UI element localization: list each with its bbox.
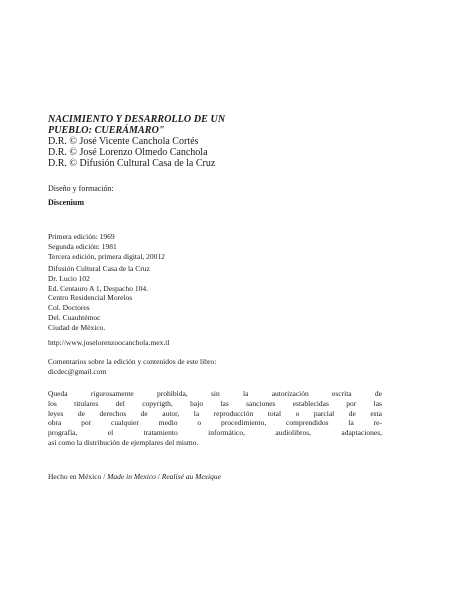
made-in-english: Made in Mexico: [107, 472, 156, 481]
design-name: Discenium: [48, 198, 84, 207]
made-in-separator-2: /: [155, 472, 162, 481]
address-line-4: Centro Residencial Morelos: [48, 293, 133, 303]
legal-line-2: los titulares del copyrigth, bajo las sanciones establecidas por las: [48, 398, 382, 408]
comments-label: Comentarios sobre la edición y contenidos de este libro:: [48, 357, 217, 366]
made-in-block: [48, 472, 418, 482]
publisher-address-block: [48, 264, 418, 333]
book-title-line-1: NACIMIENTO Y DESARROLLO DE UN: [48, 114, 226, 125]
edition-line-2: Segunda edición: 1981: [48, 241, 117, 251]
address-line-5: Col. Doctores: [48, 303, 90, 313]
legal-line-4: obra por cualquier medio o procedimiento, comprendidos la re-: [48, 418, 382, 428]
address-line-2: Dr. Lucio 102: [48, 273, 90, 283]
copyright-credit-3: D.R. © Difusión Cultural Casa de la Cruz: [48, 158, 216, 169]
address-line-7: Ciudad de México.: [48, 322, 106, 332]
made-in-french: Realisé au Mexique: [161, 472, 221, 481]
website-block: [48, 338, 418, 348]
comments-block: [48, 357, 418, 377]
website-url: http://www.joselorenzoocanchola.mex.tl: [48, 338, 170, 347]
legal-line-5: prografía, el tratamiento informático, audiolibros, adaptaciones,: [48, 428, 382, 438]
edition-line-3: Tercera edición, primera digital, 20012: [48, 251, 165, 261]
made-in-separator-1: /: [101, 472, 108, 481]
title-block: [48, 114, 418, 169]
book-title-line-2: PUEBLO: CUERÁMARO": [48, 125, 165, 136]
legal-notice-block: [48, 389, 382, 448]
address-line-1: Difusión Cultural Casa de la Cruz: [48, 264, 150, 273]
copyright-credit-1: D.R. © José Vicente Canchola Cortés: [48, 136, 199, 147]
address-line-3: Ed. Centauro A 1, Despacho 104.: [48, 283, 148, 293]
legal-line-3: leyes de derechos de autor, la reproducción total o parcial de esta: [48, 408, 382, 418]
editions-block: [48, 232, 418, 261]
contact-email: dicdec@gmail.com: [48, 366, 107, 376]
legal-line-1: Queda rigurosamente prohibida, sin la autorización escrita de: [48, 389, 382, 398]
design-credit-block: [48, 183, 418, 208]
legal-line-6: así como la distribución de ejemplares del mismo.: [48, 437, 199, 447]
design-label: Diseño y formación:: [48, 184, 114, 193]
edition-line-1: Primera edición: 1969: [48, 232, 115, 241]
address-line-6: Del. Cuauhtémoc: [48, 312, 101, 322]
made-in-spanish: Hecho en México: [48, 472, 102, 481]
copyright-credit-2: D.R. © José Lorenzo Olmedo Canchola: [48, 147, 208, 158]
